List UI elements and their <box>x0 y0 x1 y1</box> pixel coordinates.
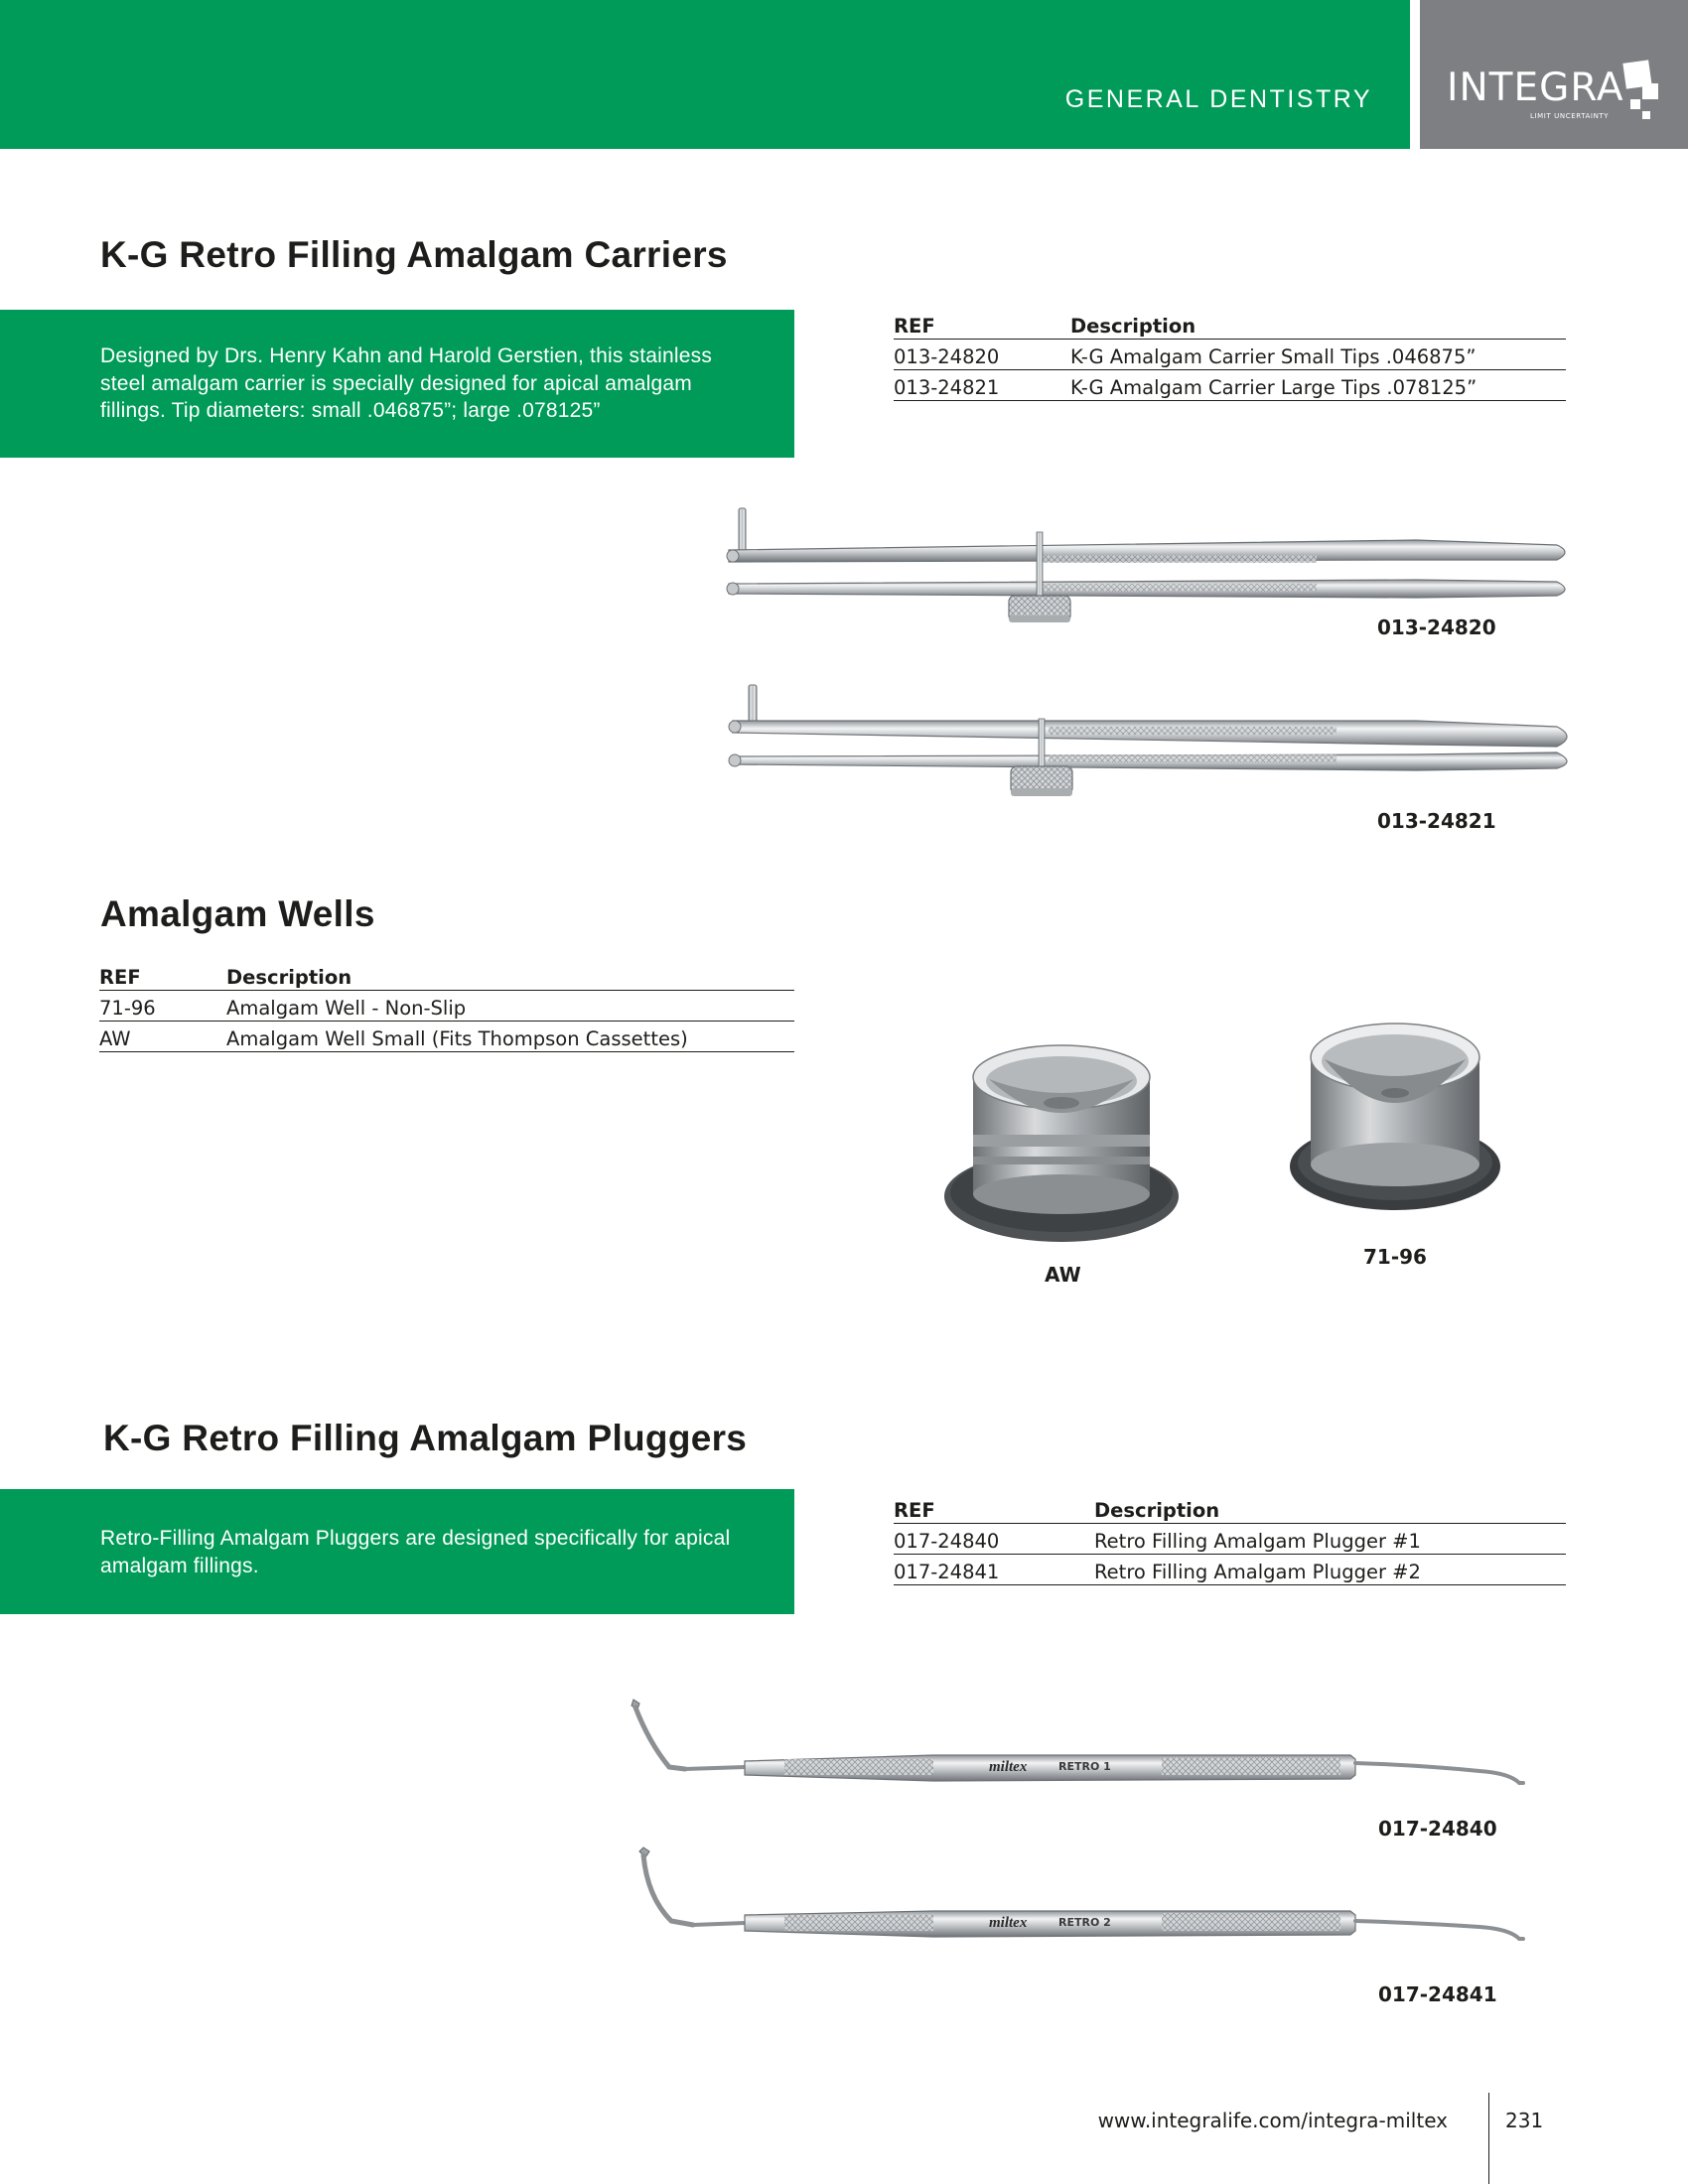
carriers-description-box <box>0 310 794 458</box>
cell-ref: 017-24840 <box>894 1524 1094 1555</box>
plugger-1-brand: miltex <box>989 1759 1028 1775</box>
table-header-row <box>894 310 1566 340</box>
col-ref: REF <box>894 1494 1094 1524</box>
plugger-2-label: 017-24841 <box>1378 1982 1497 2006</box>
plugger-1-label: 017-24840 <box>1378 1817 1497 1841</box>
pluggers-description-box <box>0 1489 794 1614</box>
pluggers-title: K-G Retro Filling Amalgam Pluggers <box>103 1418 748 1458</box>
carriers-title: K-G Retro Filling Amalgam Carriers <box>100 234 728 275</box>
carriers-description: Designed by Drs. Henry Kahn and Harold Gerstien, this stainless steel amalgam carrier is specially designed for apical amalgam fillings. Tip diameters: small .046875”; large .078125” <box>100 344 713 422</box>
integra-logo-tagline: LIMIT UNCERTAINTY <box>1530 112 1610 120</box>
col-description: Description <box>226 961 794 991</box>
cell-ref: 013-24821 <box>894 370 1070 401</box>
carrier-small-label: 013-24820 <box>1377 615 1496 639</box>
carriers-table <box>894 310 1566 401</box>
cell-ref: AW <box>99 1022 226 1052</box>
integra-logo-mark-icon <box>1617 60 1660 129</box>
cell-desc: K-G Amalgam Carrier Large Tips .078125” <box>1070 370 1566 401</box>
cell-ref: 013-24820 <box>894 340 1070 370</box>
wells-title: Amalgam Wells <box>100 893 375 934</box>
plugger-2-brand: miltex <box>989 1915 1028 1931</box>
well-71-96-label: 71-96 <box>1363 1245 1427 1269</box>
cell-desc: Amalgam Well Small (Fits Thompson Cassettes) <box>226 1022 794 1052</box>
header-band <box>0 0 1410 149</box>
pluggers-table <box>894 1494 1566 1585</box>
table-row <box>894 1555 1566 1585</box>
cell-desc: Retro Filling Amalgam Plugger #2 <box>1094 1555 1566 1585</box>
amalgam-well-71-96-image <box>1281 1008 1509 1226</box>
cell-desc: Retro Filling Amalgam Plugger #1 <box>1094 1524 1566 1555</box>
cell-desc: Amalgam Well - Non-Slip <box>226 991 794 1022</box>
table-row <box>894 370 1566 401</box>
plugger-1-drawing <box>626 1688 1579 1817</box>
table-row <box>894 340 1566 370</box>
col-ref: REF <box>894 310 1070 340</box>
col-ref: REF <box>99 961 226 991</box>
wells-table <box>99 961 794 1052</box>
col-description: Description <box>1070 310 1566 340</box>
integra-logo-text: INTEGRA <box>1447 66 1624 110</box>
col-description: Description <box>1094 1494 1566 1524</box>
plugger-1-engraving: RETRO 1 <box>1058 1760 1111 1773</box>
amalgam-well-aw-image <box>927 1008 1196 1256</box>
footer-url[interactable]: www.integralife.com/integra-miltex <box>1097 2109 1448 2132</box>
carrier-large-label: 013-24821 <box>1377 809 1496 833</box>
amalgam-carrier-small-image <box>721 500 1575 629</box>
table-row <box>99 991 794 1022</box>
plugger-2-drawing <box>626 1842 1579 1971</box>
amalgam-carrier-large-image <box>721 683 1575 812</box>
section-category: GENERAL DENTISTRY <box>1064 85 1372 113</box>
table-header-row <box>894 1494 1566 1524</box>
cell-desc: K-G Amalgam Carrier Small Tips .046875” <box>1070 340 1566 370</box>
page-number: 231 <box>1505 2109 1544 2132</box>
table-row <box>894 1524 1566 1555</box>
table-row <box>99 1022 794 1052</box>
well-aw-label: AW <box>1045 1263 1081 1287</box>
pluggers-description: Retro-Filling Amalgam Pluggers are designed specifically for apical amalgam fillings. <box>100 1527 731 1577</box>
cell-ref: 017-24841 <box>894 1555 1094 1585</box>
cell-ref: 71-96 <box>99 991 226 1022</box>
plugger-2-engraving: RETRO 2 <box>1058 1916 1111 1929</box>
footer-divider <box>1488 2093 1489 2184</box>
plugger-2-image <box>626 1842 1579 1971</box>
table-header-row <box>99 961 794 991</box>
plugger-1-image <box>626 1688 1579 1817</box>
